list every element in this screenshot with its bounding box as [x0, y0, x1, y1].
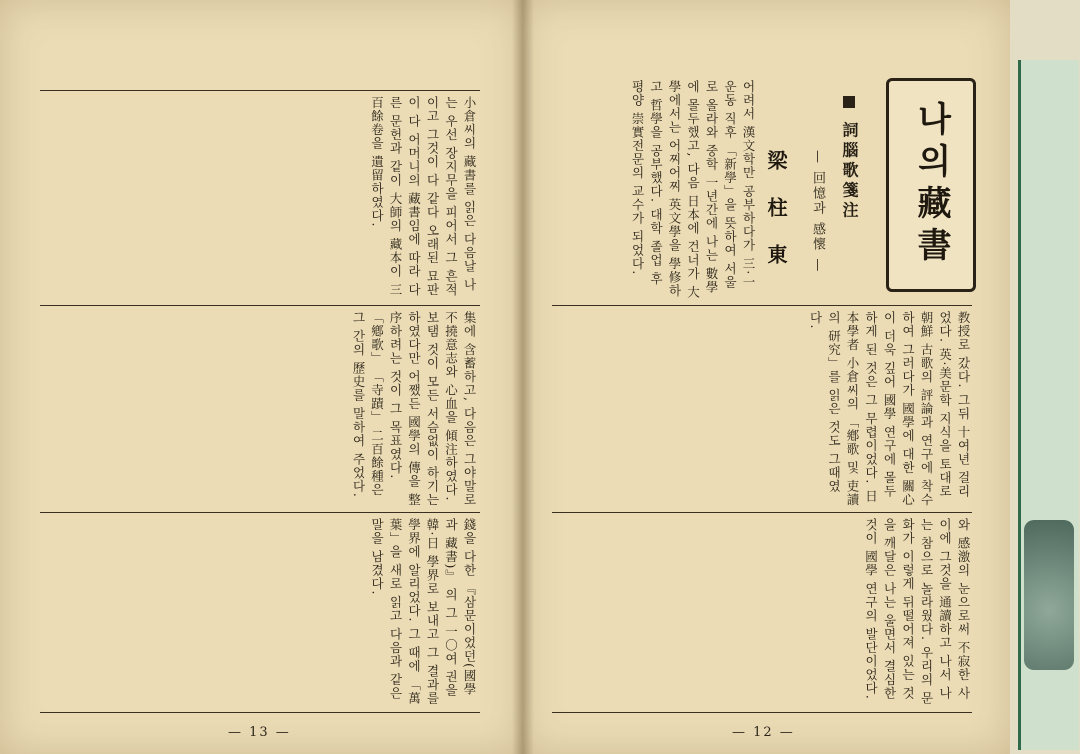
- bottom-rule: [40, 712, 480, 713]
- tier-rule-lower: [552, 512, 972, 513]
- book-gutter: [512, 0, 534, 754]
- text-column-middle: 集에 含蓄하고, 다음은 그야말로 不撓意志와 心血을 傾注하였다. 보탬 것이 모든 서슴없이 하기는 하였다만 어쨌든 國學의 傳을 整序하려는 것이 그 목표였다. 「鄕歌」 「寺蹟」 二百餘種은 그 간의 歷史를 말하여 주었다.: [351, 311, 477, 507]
- left-page: [0, 0, 522, 754]
- series-label: 詞腦歌箋注: [840, 121, 859, 222]
- series-heading: [838, 96, 861, 286]
- author-name: 梁 柱 東: [764, 150, 788, 274]
- tier-rule-upper: [552, 305, 972, 306]
- bottle-illustration: [1024, 520, 1074, 670]
- page-number: — 13 —: [228, 725, 291, 740]
- page-number: — 12 —: [732, 725, 795, 740]
- tier-rule-lower: [40, 512, 480, 513]
- text-column-bottom: 와 感激의 눈으로써 不寂한 사이에 그것을 通讀하고 나서 나는 참으로 놀라웠다. 우리의 문화가 이렇게 뒤떨어져 있는 것을 깨달은 나는 울면서 결심한 것이 國學 연구의 발단이었다.: [863, 518, 971, 705]
- column-title-box: [886, 78, 976, 292]
- column-title: 나의藏書: [911, 101, 951, 269]
- text-column-top: 小倉씨의 藏書를 읽은 다음날 나는 우선 장지무을 피어서 그 흔적이고 그것이 다 같다 오래된 묘판이 다 어머니의 藏書임에 따라 다른 문헌과 같이 大師의 藏本이 三百餘卷을 遺留하였다.: [369, 96, 477, 297]
- square-bullet-icon: [843, 96, 855, 108]
- text-column-middle: 教授로 갔다. 그뒤 十여년 걸리었다. 英·美문학 지식을 토대로 朝鮮 古歌의 評論과 연구에 착수하여 그러다가 國學에 대한 關心이 더욱 깊어 國學 연구에 몰두하게 된 것은 그 무렵이었다. 日本學者 小倉씨의 「鄕歌 및 吏讀의 研究」를 읽은 것도 그때였다.: [808, 311, 971, 507]
- top-rule: [40, 90, 480, 91]
- tier-rule-upper: [40, 305, 480, 306]
- next-page-edge: [1010, 0, 1080, 754]
- text-column-bottom: 錢을 다한 『삼문이었던(國學과 藏書)』 의 그 一〇여 권을 韓·日 學界로 보내고 그 결과를 學界에 알리었다. 그 때에 「萬葉」을 새로 읽고 다음과 같은 말을 남겼다.: [369, 518, 477, 705]
- text-column-top: 어려서 漢文학만 공부하다가 三·一운동 직후 「新學」을 뜻하여 서울로 올라와 중학 一년간에 나는 數學에 몰두했고, 다음 日本에 건너가 大學에서는 어찌어찌 英文學을 學修하고 哲學을 공부했다. 대학 졸업 후 평양 崇實전문의 교수가 되었다.: [630, 80, 756, 299]
- article-subtitle: — 回憶과 感懷 —: [810, 150, 825, 274]
- bottom-rule: [552, 712, 972, 713]
